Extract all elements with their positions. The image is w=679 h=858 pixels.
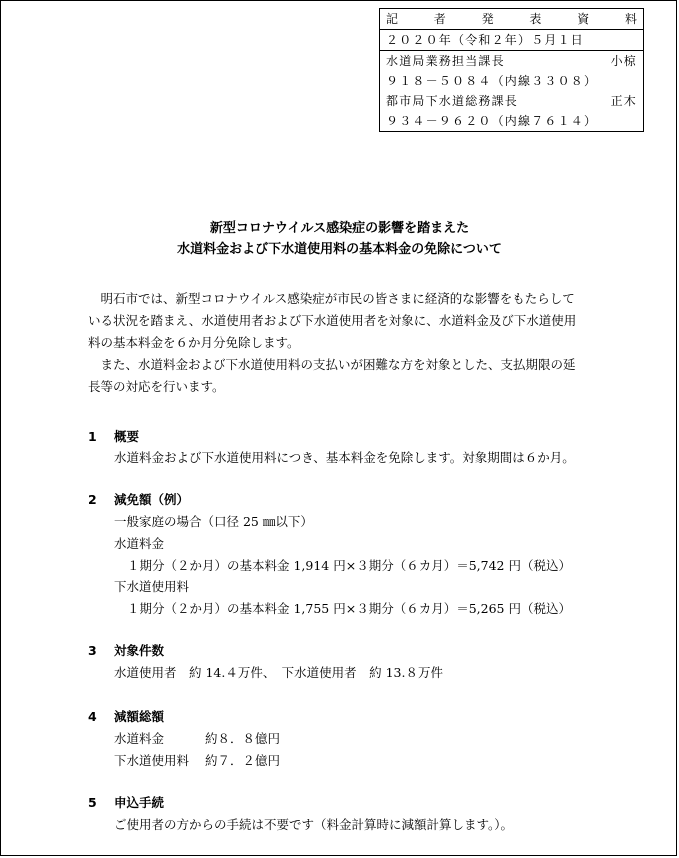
section1-text: 水道料金および下水道使用料につき、基本料金を免除します。対象期間は６か月。: [114, 450, 575, 465]
section5-title: 申込手続: [114, 795, 165, 810]
section3-number: 3: [88, 643, 97, 658]
contact2-tel: ９３４－９６２０（内線７６１４）: [386, 114, 598, 128]
header-char: 者: [433, 12, 446, 26]
section4-title: 減額総額: [114, 709, 165, 724]
contact1-tel: ９１８－５０８４（内線３３０８）: [386, 74, 598, 88]
header-char: 表: [529, 12, 542, 26]
section3-text: 水道使用者 約 14.４万件、 下水道使用者 約 13.８万件: [114, 665, 443, 680]
intro-para1-line3: 料の基本料金を６か月分免除します。: [88, 335, 300, 350]
header-char: 記: [386, 12, 399, 26]
contact2-line: [380, 91, 643, 111]
contact1-name: 小椋: [610, 54, 637, 68]
section4-water-amount: 約８．８億円: [205, 731, 281, 746]
title-line1: 新型コロナウイルス感染症の影響を踏まえた: [209, 221, 470, 236]
section4-sewer-label: 下水道使用料: [114, 753, 190, 768]
section2-number: 2: [88, 492, 97, 507]
header-char: 発: [481, 12, 494, 26]
header-char: 資: [577, 12, 590, 26]
section5-number: 5: [88, 795, 97, 810]
section2-water-calc: １期分（２か月）の基本料金 1,914 円×３期分（６カ月）＝5,742 円（税込）: [127, 558, 571, 573]
section4-water-label: 水道料金: [114, 731, 165, 746]
press-box-header: [380, 9, 643, 30]
section2-title: 減免額（例）: [114, 492, 190, 507]
section2-water-label: 水道料金: [114, 536, 165, 551]
section5-text: ご使用者の方からの手続は不要です（料金計算時に減額計算します。）。: [114, 817, 514, 832]
section2-sewer-calc: １期分（２か月）の基本料金 1,755 円×３期分（６カ月）＝5,265 円（税込）: [127, 601, 571, 616]
contact1-dept: 水道局業務担当課長: [386, 54, 505, 68]
contact2-dept: 都市局下水道総務課長: [386, 94, 519, 108]
press-release-box: [379, 8, 644, 132]
section1-number: 1: [88, 429, 97, 444]
section4-sewer-amount: 約７．２億円: [205, 753, 281, 768]
contact1-line: [380, 51, 643, 71]
section1-title: 概要: [114, 429, 140, 444]
header-char: 料: [624, 12, 637, 26]
intro-para1-line1: 明石市では、新型コロナウイルス感染症が市民の皆さまに経済的な影響をもたらして: [100, 291, 575, 306]
intro-text: [88, 288, 608, 398]
intro-para2-line2: 長等の対応を行います。: [88, 379, 225, 394]
section3-title: 対象件数: [114, 643, 165, 658]
intro-para2-line1: また、水道料金および下水道使用料の支払いが困難な方を対象とした、支払期限の延: [100, 357, 576, 372]
section4-number: 4: [88, 709, 97, 724]
press-date: ２０２０年（令和２年）５月１日: [380, 30, 643, 51]
section2-sewer-label: 下水道使用料: [114, 579, 190, 594]
intro-para1-line2: いる状況を踏まえ、水道使用者および下水道使用者を対象に、水道料金及び下水道使用: [88, 313, 577, 328]
contact2-name: 正木: [610, 94, 637, 108]
section2-case: 一般家庭の場合（口径 25 ㎜以下）: [114, 514, 313, 529]
title-line2: 水道料金および下水道使用料の基本料金の免除について: [177, 242, 502, 257]
